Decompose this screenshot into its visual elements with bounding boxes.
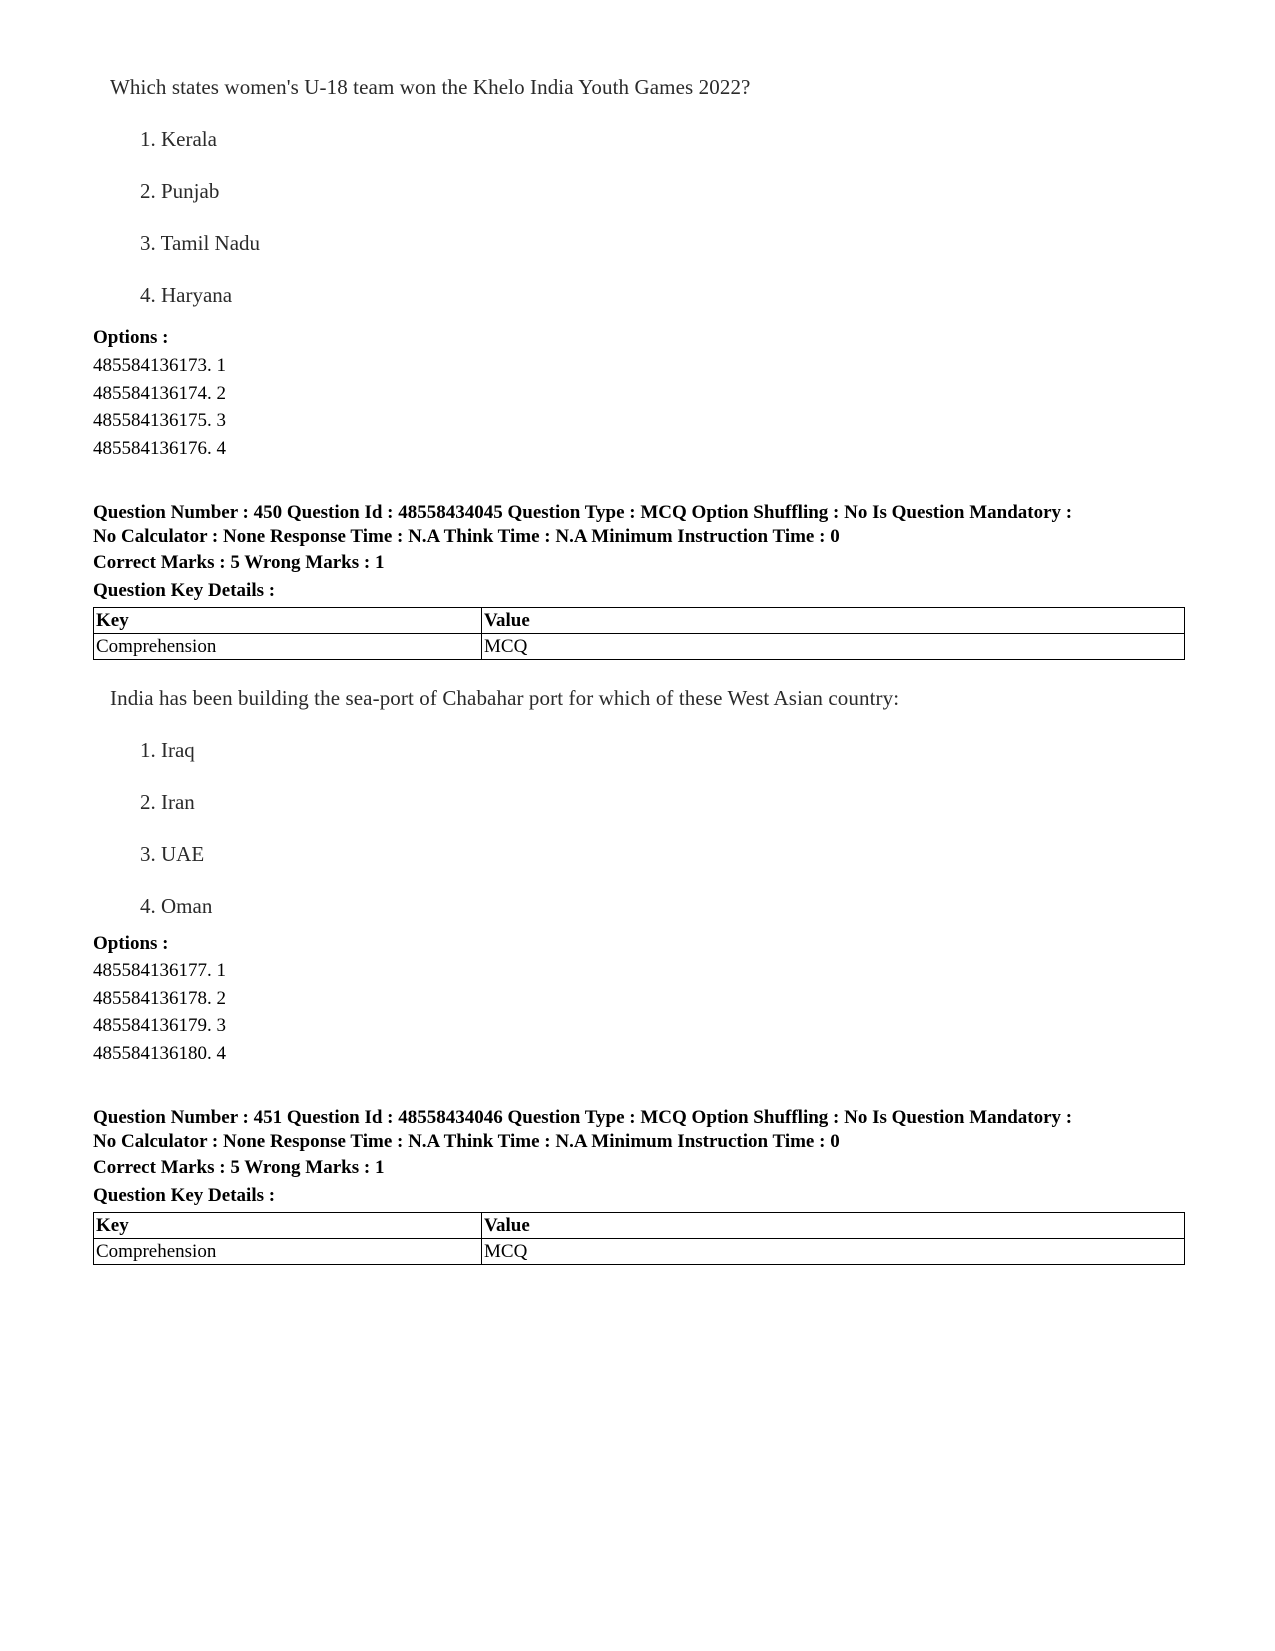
key-details-label: Question Key Details : [93, 1185, 276, 1206]
table-header-value: Value [482, 608, 1185, 634]
question-text: Which states women's U-18 team won the Khelo India Youth Games 2022? [110, 75, 751, 99]
question-meta [93, 1106, 1193, 1154]
table-header-key: Key [94, 608, 482, 634]
option-id: 485584136179. 3 [93, 1015, 226, 1036]
meta-line: No Calculator : None Response Time : N.A Think Time : N.A Minimum Instruction Time : 0 [93, 526, 840, 547]
table-header-row [94, 608, 1185, 634]
option-id: 485584136174. 2 [93, 383, 226, 404]
choice-item: 1. Kerala [140, 127, 217, 151]
table-cell-key: Comprehension [94, 1239, 482, 1265]
table-cell-value: MCQ [482, 634, 1185, 660]
meta-line: No Calculator : None Response Time : N.A Think Time : N.A Minimum Instruction Time : 0 [93, 1131, 840, 1152]
option-id: 485584136180. 4 [93, 1043, 226, 1064]
choice-item: 1. Iraq [140, 738, 195, 762]
option-id: 485584136177. 1 [93, 960, 226, 981]
table-header-value: Value [482, 1213, 1185, 1239]
choice-item: 4. Oman [140, 894, 213, 918]
option-id: 485584136173. 1 [93, 355, 226, 376]
marks-line: Correct Marks : 5 Wrong Marks : 1 [93, 552, 385, 573]
table-cell-value: MCQ [482, 1239, 1185, 1265]
key-details-table [93, 607, 1185, 660]
option-id: 485584136178. 2 [93, 988, 226, 1009]
options-label: Options : [93, 327, 169, 348]
choice-item: 3. Tamil Nadu [140, 231, 261, 255]
choice-item: 2. Iran [140, 790, 195, 814]
choice-item: 4. Haryana [140, 283, 233, 307]
marks-line: Correct Marks : 5 Wrong Marks : 1 [93, 1157, 385, 1178]
table-header-key: Key [94, 1213, 482, 1239]
choice-item: 3. UAE [140, 842, 205, 866]
key-details-label: Question Key Details : [93, 580, 276, 601]
question-text: India has been building the sea-port of Chabahar port for which of these West Asian country: [110, 686, 900, 710]
table-cell-key: Comprehension [94, 634, 482, 660]
option-id: 485584136175. 3 [93, 410, 226, 431]
table-row [94, 1239, 1185, 1265]
choice-item: 2. Punjab [140, 179, 220, 203]
option-id: 485584136176. 4 [93, 438, 226, 459]
meta-line: Question Number : 450 Question Id : 48558434045 Question Type : MCQ Option Shuffling : No Is Question Mandatory : [93, 502, 1073, 523]
key-details-table [93, 1212, 1185, 1265]
question-meta [93, 501, 1193, 549]
table-header-row [94, 1213, 1185, 1239]
table-row [94, 634, 1185, 660]
options-label: Options : [93, 933, 169, 954]
meta-line: Question Number : 451 Question Id : 48558434046 Question Type : MCQ Option Shuffling : No Is Question Mandatory : [93, 1107, 1073, 1128]
